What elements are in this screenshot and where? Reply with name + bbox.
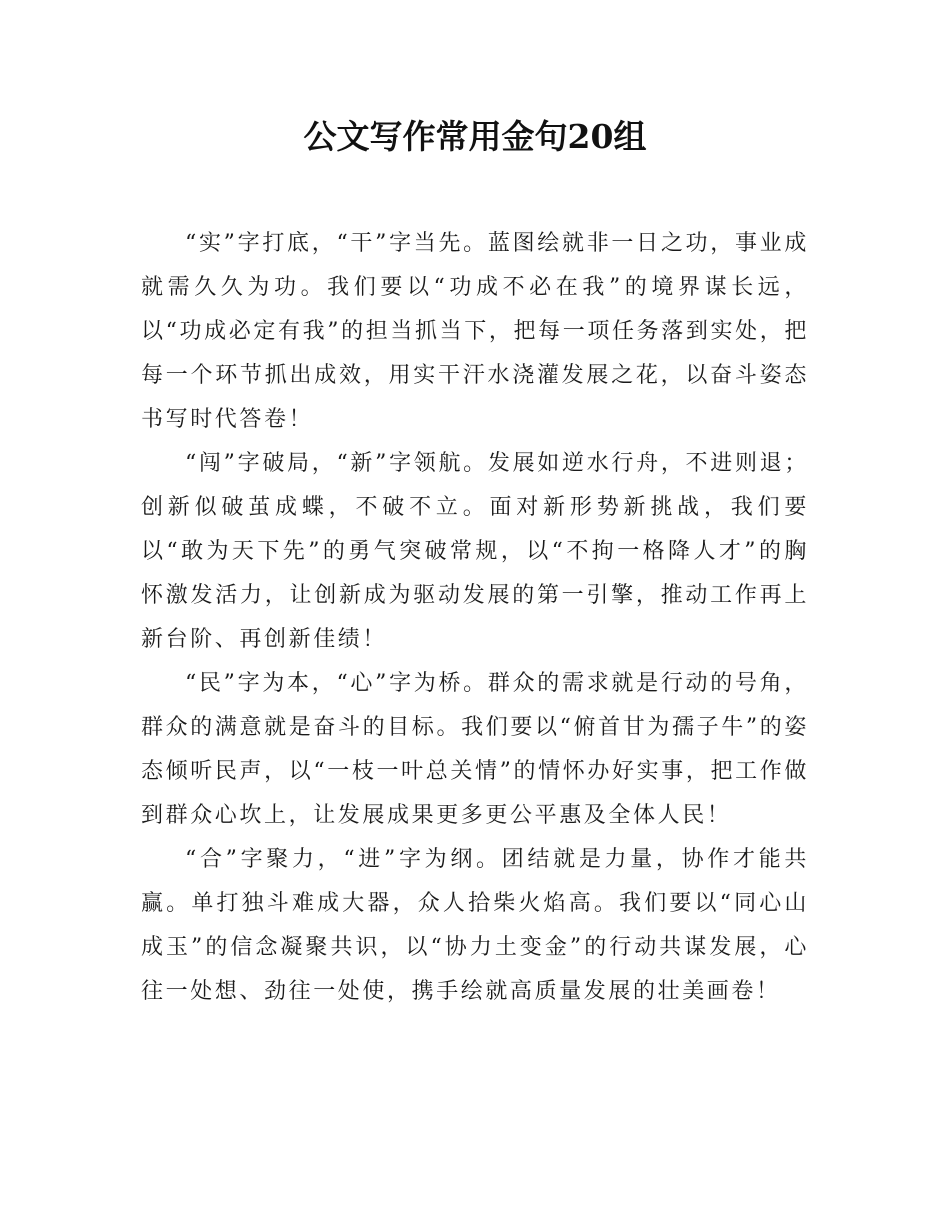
paragraph: “实”字打底，“干”字当先。蓝图绘就非一日之功，事业成就需久久为功。我们要以“功成不必在我”的境界谋长远，以“功成必定有我”的担当抓当下，把每一项任务落到实处，把每一个环节抓出成效，用实干汗水浇灌发展之花，以奋斗姿态书写时代答卷！	[141, 231, 809, 432]
document-body	[141, 222, 809, 1014]
paragraph: “民”字为本，“心”字为桥。群众的需求就是行动的号角，群众的满意就是奋斗的目标。我们要以“俯首甘为孺子牛”的姿态倾听民声，以“一枝一叶总关情”的情怀办好实事，把工作做到群众心坎上，让发展成果更多更公平惠及全体人民！	[141, 671, 809, 828]
paragraph: “合”字聚力，“进”字为纲。团结就是力量，协作才能共赢。单打独斗难成大器，众人拾柴火焰高。我们要以“同心山成玉”的信念凝聚共识，以“协力土变金”的行动共谋发展，心往一处想、劲往一处使，携手绘就高质量发展的壮美画卷！	[141, 847, 809, 1004]
document-title: 公文写作常用金句20组	[303, 117, 647, 156]
paragraph: “闯”字破局，“新”字领航。发展如逆水行舟，不进则退；创新似破茧成蝶，不破不立。面对新形势新挑战，我们要以“敢为天下先”的勇气突破常规，以“不拘一格降人才”的胸怀激发活力，让创新成为驱动发展的第一引擎，推动工作再上新台阶、再创新佳绩！	[141, 451, 809, 652]
